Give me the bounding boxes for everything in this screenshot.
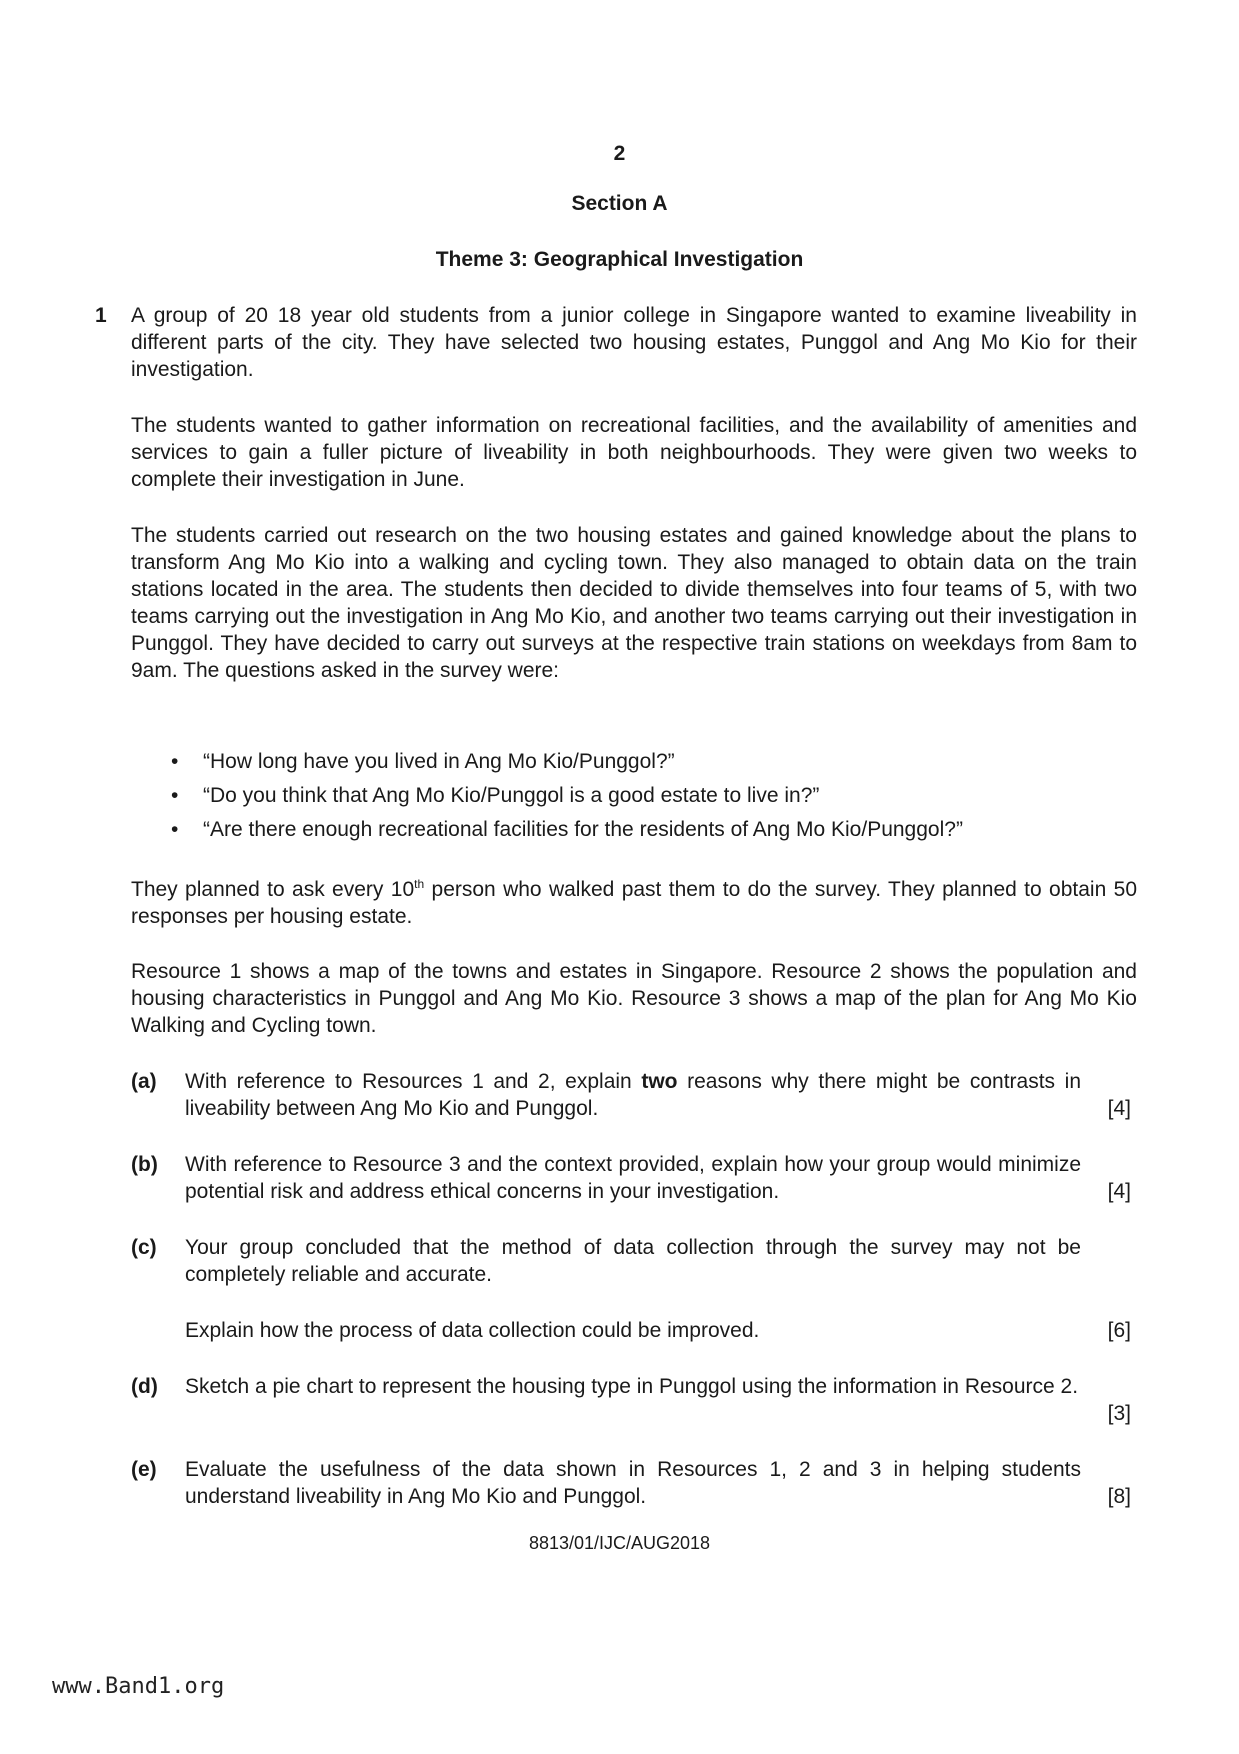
superscript: th xyxy=(414,877,425,891)
part-text-instruction: Explain how the process of data collection could be improved. xyxy=(185,1319,760,1342)
survey-question-list xyxy=(131,748,1137,850)
list-item xyxy=(131,748,1137,782)
bullet-icon: • xyxy=(171,818,179,841)
marks: [8] xyxy=(1107,1485,1131,1508)
list-item xyxy=(131,782,1137,816)
bullet-icon: • xyxy=(171,750,179,773)
part-label: (c) xyxy=(131,1236,157,1259)
part-label: (d) xyxy=(131,1375,158,1398)
paper-code: 8813/01/IJC/AUG2018 xyxy=(528,1533,711,1553)
text: With reference to Resources 1 and 2, explain xyxy=(185,1070,642,1093)
marks: [6] xyxy=(1107,1319,1131,1342)
marks: [3] xyxy=(1107,1402,1131,1425)
part-label: (a) xyxy=(131,1070,157,1093)
question-number: 1 xyxy=(95,304,107,327)
survey-question-text: “How long have you lived in Ang Mo Kio/Punggol?” xyxy=(203,750,675,773)
intro-paragraph: A group of 20 18 year old students from a junior college in Singapore wanted to examine liveability in different parts of the city. They have selected two housing estates, Punggol and Ang Mo Kio for their investigation. xyxy=(131,304,1137,381)
theme-heading: Theme 3: Geographical Investigation xyxy=(435,248,804,271)
survey-question-text: “Do you think that Ang Mo Kio/Punggol is a good estate to live in?” xyxy=(203,784,820,807)
sampling-paragraph xyxy=(131,876,1137,930)
sampling-text: person who walked past them to do the survey. They planned to obtain 50 responses per housing estate. xyxy=(131,878,1137,928)
bullet-icon: • xyxy=(171,784,179,807)
method-paragraph: The students carried out research on the two housing estates and gained knowledge about the plans to transform Ang Mo Kio into a walking and cycling town. They also managed to obtain data on the train stations located in the area. The students then decided to divide themselves into four teams of 5, with two teams carrying out the investigation in Ang Mo Kio, and another two teams carrying out their investigation in Punggol. They have decided to carry out surveys at the respective train stations on weekdays from 8am to 9am. The questions asked in the survey were: xyxy=(131,524,1137,682)
resources-paragraph: Resource 1 shows a map of the towns and estates in Singapore. Resource 2 shows the population and housing characteristics in Punggol and Ang Mo Kio. Resource 3 shows a map of the plan for Ang Mo Kio Walking and Cycling town. xyxy=(131,960,1137,1037)
part-text: With reference to Resource 3 and the context provided, explain how your group would minimize potential risk and address ethical concerns in your investigation. xyxy=(185,1153,1081,1203)
aims-paragraph: The students wanted to gather information on recreational facilities, and the availability of amenities and services to gain a fuller picture of liveability in both neighbourhoods. They were given two weeks to complete their investigation in June. xyxy=(131,414,1137,491)
watermark: www.Band1.org xyxy=(52,1674,225,1699)
list-item xyxy=(131,816,1137,850)
text: reasons why there might be contrasts in liveability between Ang Mo Kio and Punggol. xyxy=(185,1070,1082,1120)
sampling-text: They planned to ask every 10 xyxy=(131,878,415,901)
part-text: Sketch a pie chart to represent the housing type in Punggol using the information in Resource 2. xyxy=(185,1375,1079,1398)
marks: [4] xyxy=(1107,1180,1131,1203)
section-heading: Section A xyxy=(571,192,668,215)
part-text: Your group concluded that the method of data collection through the survey may not be completely reliable and accurate. xyxy=(185,1236,1081,1286)
page-number: 2 xyxy=(613,142,626,165)
part-text: Evaluate the usefulness of the data shown in Resources 1, 2 and 3 in helping students understand liveability in Ang Mo Kio and Punggol. xyxy=(185,1458,1081,1508)
survey-question-text: “Are there enough recreational facilities for the residents of Ang Mo Kio/Punggol?” xyxy=(203,818,963,841)
part-text xyxy=(185,1068,1081,1122)
marks: [4] xyxy=(1107,1097,1131,1120)
emphasis: two xyxy=(641,1070,678,1093)
part-label: (e) xyxy=(131,1458,157,1481)
part-label: (b) xyxy=(131,1153,158,1176)
